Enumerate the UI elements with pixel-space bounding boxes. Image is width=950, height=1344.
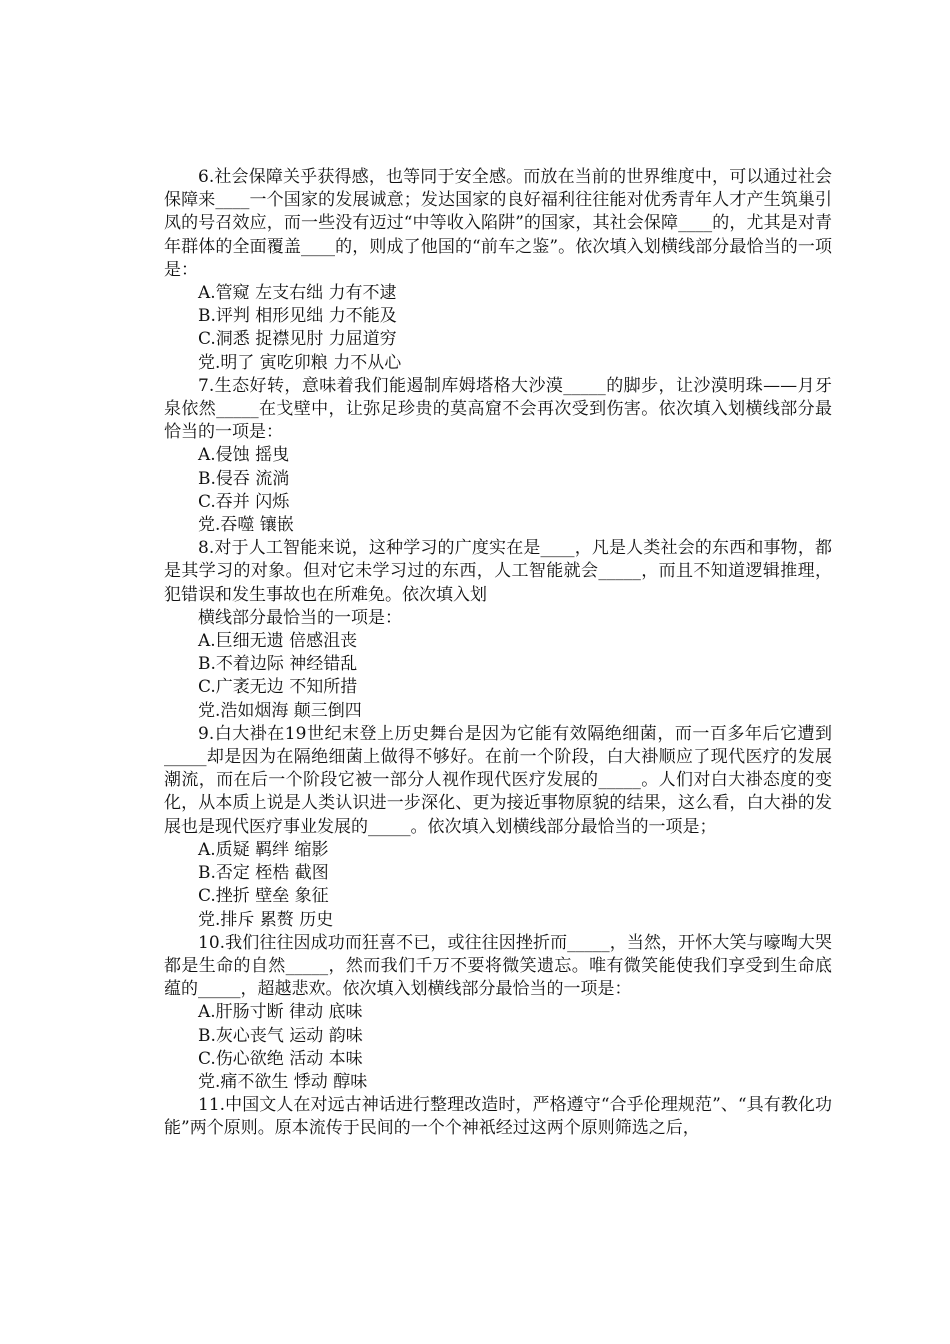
option-b: B.灰心丧气 运动 韵味 <box>198 1025 363 1046</box>
option-a: A.侵蚀 摇曳 <box>198 445 290 466</box>
option-d: 党.吞噬 镶嵌 <box>198 515 294 536</box>
option-d: 党.痛不欲生 悸动 醇味 <box>198 1071 368 1092</box>
option-b: B.否定 桎梏 截图 <box>198 863 329 884</box>
option-c: C.广袤无边 不知所措 <box>198 677 358 698</box>
option-b: B.侵吞 流淌 <box>198 468 290 489</box>
document-page <box>164 166 832 1141</box>
question-9 <box>164 723 832 932</box>
option-c: C.挫折 壁垒 象征 <box>198 886 329 907</box>
question-stem: 7.生态好转，意味着我们能遏制库姆塔格大沙漠_____的脚步，让沙漠明珠——月牙泉依然_____在戈壁中，让弥足珍贵的莫高窟不会再次受到伤害。依次填入划横线部分最恰当的一项是： <box>164 375 832 443</box>
question-11 <box>164 1094 832 1140</box>
question-7 <box>164 375 832 537</box>
option-a: A.管窥 左支右绌 力有不逮 <box>198 283 397 304</box>
question-stem-continued: 横线部分最恰当的一项是： <box>198 607 402 628</box>
option-a: A.肝肠寸断 律动 底味 <box>198 1002 363 1023</box>
question-stem: 10.我们往往因成功而狂喜不已，或往往因挫折而_____，当然，开怀大笑与嚎啕大哭都是生命的自然_____，然而我们千万不要将微笑遗忘。唯有微笑能使我们享受到生命底蕴的_____，超越悲欢。依次填入划横线部分最恰当的一项是： <box>164 932 832 1000</box>
question-stem: 6.社会保障关乎获得感，也等同于安全感。而放在当前的世界维度中，可以通过社会保障来____一个国家的发展诚意；发达国家的良好福利往往能对优秀青年人才产生筑巢引凤的号召效应，而一些没有迈过“中等收入陷阱”的国家，其社会保障____的，尤其是对青年群体的全面覆盖____的，则成了他国的“前车之鉴”。依次填入划横线部分最恰当的一项是： <box>164 167 832 280</box>
option-list <box>164 444 832 537</box>
option-c: C.吞并 闪烁 <box>198 491 290 512</box>
question-8 <box>164 537 832 723</box>
option-list <box>164 839 832 932</box>
option-b: B.评判 相形见绌 力不能及 <box>198 306 397 327</box>
option-b: B.不着边际 神经错乱 <box>198 654 358 675</box>
option-list <box>164 1001 832 1094</box>
option-d: 党.排斥 累赘 历史 <box>198 909 334 930</box>
question-stem: 11.中国文人在对远古神话进行整理改造时，严格遵守“合乎伦理规范”、“具有教化功能”两个原则。原本流传于民间的一个个神祇经过这两个原则筛选之后， <box>164 1095 832 1139</box>
question-stem: 9.白大褂在19世纪末登上历史舞台是因为它能有效隔绝细菌，而一百多年后它遭到_____却是因为在隔绝细菌上做得不够好。在前一个阶段，白大褂顺应了现代医疗的发展潮流，而在后一个阶段它被一部分人视作现代医疗发展的_____。人们对白大褂态度的变化，从本质上说是人类认识进一步深化、更为接近事物原貌的结果，这么看，白大褂的发展也是现代医疗事业发展的_____。依次填入划横线部分最恰当的一项是； <box>164 723 832 837</box>
option-list <box>164 630 832 723</box>
question-stem: 8.对于人工智能来说，这种学习的广度实在是____，凡是人类社会的东西和事物，都是其学习的对象。但对它未学习过的东西，人工智能就会_____，而且不知道逻辑推理，犯错误和发生事故也在所难免。依次填入划 <box>164 538 832 605</box>
option-d: 党.明了 寅吃卯粮 力不从心 <box>198 352 402 373</box>
option-a: A.巨细无遗 倍感沮丧 <box>198 631 358 652</box>
option-d: 党.浩如烟海 颠三倒四 <box>198 700 362 721</box>
question-6 <box>164 166 832 375</box>
option-c: C.洞悉 捉襟见肘 力屈道穷 <box>198 329 397 350</box>
option-a: A.质疑 羁绊 缩影 <box>198 839 329 860</box>
question-10 <box>164 932 832 1094</box>
option-list <box>164 282 832 375</box>
option-c: C.伤心欲绝 活动 本味 <box>198 1048 363 1069</box>
